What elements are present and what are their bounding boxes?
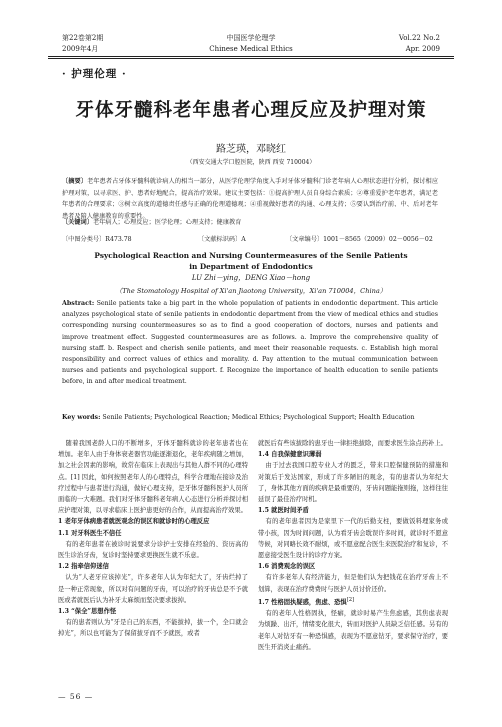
subsection-heading-1-5-text: 1.5 就医时间矛盾 (258, 507, 309, 515)
citation-ref: [2] (346, 596, 355, 603)
subsection-heading-1-2 (58, 561, 248, 572)
journal-issue: 第22卷第2期 (62, 34, 104, 42)
header-rule (48, 56, 454, 57)
body-left-column (58, 438, 248, 640)
intro-paragraph: 随着我国老龄人口的不断增多，牙体牙髓科就诊的老年患者也在增加。老年人由于身体衰老器官功能逐渐退化，老年疾病随之增加，加之社会因素的影响，故常在临床上表现出与其他人群不同的心理特点。[1] 因此，如何按照老年人的心理特点，科学合理地在接诊及治疗过程中与患者进行沟通，做好心理支持，是牙体牙髓科医护人员所面临的一大难题。我们对牙体牙髓科老年病人心态进行分析并探讨相应护理对策，以寻求临床上医护患更好的合作，从而提高治疗效果。 (58, 440, 248, 515)
subsection-heading-1-3 (58, 606, 248, 617)
keywords-zh (62, 217, 241, 226)
subsection-heading-1-1-text: 1.1 对牙科医生不信任 (58, 529, 122, 537)
english-authors: LU Zhi－ying，DENG Xiao－hong (191, 274, 311, 282)
subsection-heading-1-2-text: 1.2 指牵信仰迷信 (58, 563, 109, 571)
abstract-zh-label: 〔摘要〕 (62, 178, 88, 185)
paragraph-continued: 就医后有些该拔除的患牙也一律拒绝拔除，而要求医生涂点药补上。 (258, 440, 447, 447)
journal-name-en: Chinese Medical Ethics (209, 45, 293, 53)
subsection-heading-1-7 (258, 595, 448, 608)
volume: Vol.22 No.2 (398, 34, 440, 42)
keywords-zh-text: 老年病人；心理反应；医学伦理；心理支持；健康教育 (92, 219, 242, 226)
paragraph-1-4: 由于过去我国口腔专业人才的匮乏，带来口腔保健预防的措施和对策后于发达国家，形成了许多陋旧的观念，有的患者认为年纪大了，身体其他方面的疾病是最重要的，牙齿问题能拖则拖，这样往往延误了最佳治疗时机。 (258, 462, 448, 504)
document-code: 〔文献标识码〕A (198, 236, 246, 243)
english-title-line2: in Department of Endodontics (189, 262, 313, 271)
english-title-line1: Psychological Reaction and Nursing Countermeasures of the Senile Patients (94, 251, 408, 260)
paragraph-1-2: 认为“人老牙应该掉光”，许多老年人认为年纪大了，牙齿烂掉了是一种正常现象，所以对有问题的牙齿，可以治疗的牙齿总是不予就医或者就医后认为补牙太麻烦而坚决要求拔掉。 (58, 574, 248, 604)
subsection-heading-1-7-text: 1.7 性格固执疑惑，焦虑、恐惧 (258, 598, 347, 606)
english-title (0, 250, 502, 272)
paragraph-1-7: 有的老年人性格固执，怪癖，就诊时易产生焦虑感，其焦虑表现为烦躁、出汗，情绪变化很大，转而对医护人员缺乏信任感。另有的老年人对钻牙有一种恐惧感，表现为不愿意钻牙，要求保守治疗，要医生开消炎止痛药。 (258, 610, 448, 651)
subsection-heading-1-1 (58, 528, 248, 539)
journal-name-zh: 中国医学伦理学 (226, 34, 276, 42)
abstract-en (62, 298, 438, 388)
header-rule-2 (48, 58, 454, 59)
keywords-en-text: Senile Patients; Psychological Reaction; Medical Ethics; Psychological Support; Health Education (102, 414, 415, 421)
article-id: 〔文章编号〕1001－8565（2009）02－0056－02 (286, 236, 433, 243)
journal-date: 2009年4月 (62, 45, 99, 53)
abstract-en-label: Abstract: (62, 300, 95, 307)
keywords-zh-label: 〔关键词〕 (62, 219, 93, 226)
section-tag: · 护理伦理 · (62, 68, 127, 80)
section-heading-1: 1 老年牙体病患者就医观念的误区和就诊时的心理反应 (58, 518, 210, 526)
subsection-heading-1-5 (258, 505, 448, 516)
abstract-zh (62, 176, 438, 222)
subsection-heading-1-6-text: 1.6 消费观念的误区 (258, 563, 316, 571)
paragraph-1-3: 有的患者则认为“牙是自己的东西，不能拔掉，拔一个，全口就会掉光”，所以也可能为了保留拔牙而不予就医，或者 (58, 619, 248, 638)
paragraph-1-5: 有的老年患者因为是家里下一代的后勤支柱，要做饭料理家务或带小孩，因为时间问题，认为看牙齿会耽误许多时间，就诊时不愿意等候，对同略长效不耐烦，或不愿意配合医生来医院治疗和复诊，不愿意接受医生设计的诊疗方案。 (258, 518, 448, 560)
affiliation: （西安交通大学口腔医院，陕西 西安 710004） (186, 159, 316, 166)
clc-number: 〔中图分类号〕R473.78 (62, 236, 132, 243)
subsection-heading-1-3-text: 1.3 “保全”思想作怪 (58, 608, 117, 616)
subsection-heading-1-4-text: 1.4 自我保健意识薄弱 (258, 451, 322, 459)
body-right-column (258, 438, 448, 653)
paragraph-1-6: 有许多老年人有经济能力，但是他们认为把钱花在治疗牙齿上不划算，表现在治疗费费时与医护人员讨价还价。 (258, 574, 448, 593)
subsection-heading-1-6 (258, 561, 448, 572)
article-title: 牙体牙髓科老年患者心理反应及护理对策 (75, 100, 427, 121)
issue-date-en: Apr. 2009 (405, 45, 440, 53)
authors: 路芝瑛，邓晓红 (216, 144, 286, 155)
abstract-en-text: Senile patients take a big part in the whole population of patients in endodontic department. This article analyzes psychological state of senile patients in endodontic department from the view of medical ethics and studies corresponding nursing countermeasures so as to find a good cooperation of doctors, nurses and patients and improve treatment effect. Suggested countermeasures are as follows. a. Improve the comprehensive quality of nursing staff. b. Respect and cherish senile patients, and meet their reasonable requests. c. Establish high moral responsibility and correct values of ethics and morality. d. Pay attention to the mutual communication between nurses and patients and psychological support. f. Recognize the importance of health education to senile patients before, in and after medical treatment. (62, 300, 438, 386)
english-affiliation: （The Stomatology Hospital of Xi'an Jiaotong University，Xi'an 710004，China） (115, 287, 387, 295)
subsection-heading-1-4 (258, 449, 448, 460)
paragraph-1-1: 有的老年患者在被诊时说要求分诊护士安排在经验的、资历高的医生诊治牙齿，复诊时坚持要求更换医生就不乐意。 (58, 540, 248, 560)
keywords-en-label: Key words: (62, 414, 101, 421)
keywords-en (62, 412, 438, 423)
page-number: — 56 — (58, 692, 94, 701)
abstract-zh-text: 老年患者占牙体牙髓科就诊病人的相当一部分，从医学伦理学角度入手对牙体牙髓科门诊老年病人心理状态进行分析，探讨相应护理对策，以寻求医、护、患者好地配合，提高治疗效果。建议主要包括：①提高护理人员自身综合素质；②尊重爱护老年患者，满足老年患者的合理要求；③树立高度的道德责任感与正确的伦理道德观；④重视做好患者的沟通、心理支持；⑤要认到治疗前、中、后对老年患者及陪人健康教育的重要性。 (62, 178, 439, 220)
